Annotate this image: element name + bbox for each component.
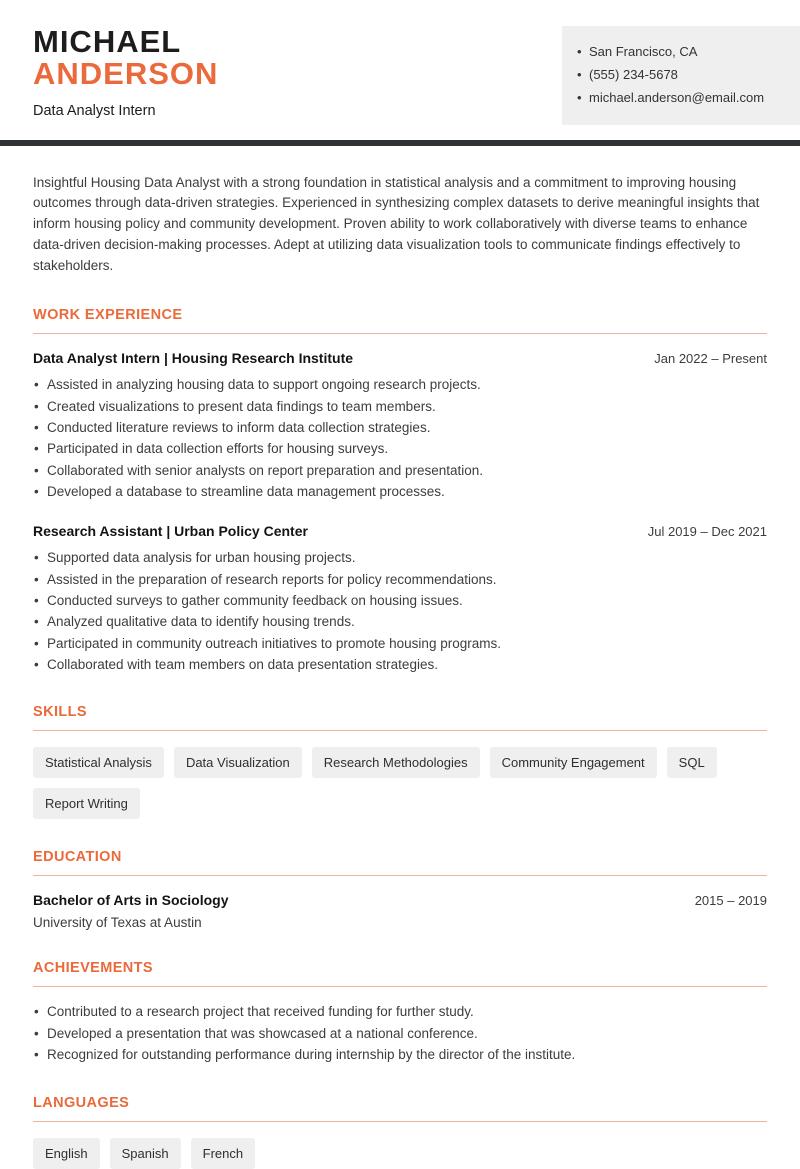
achievement-bullet-item: • Contributed to a research project that received funding for further study. — [33, 1003, 767, 1021]
achievement-bullet-item: • Recognized for outstanding performance during internship by the director of the institute. — [33, 1046, 767, 1064]
achievements-bullet-list — [33, 1003, 767, 1064]
header-divider — [0, 140, 800, 146]
job-bullet-item: • Assisted in the preparation of research reports for policy recommendations. — [33, 571, 767, 589]
education-dates: 2015 – 2019 — [694, 893, 767, 909]
job-entry — [33, 350, 767, 501]
skill-tag: Report Writing — [33, 788, 140, 819]
job-bullet-item: • Conducted surveys to gather community feedback on housing issues. — [33, 592, 767, 610]
achievement-bullet-item: • Developed a presentation that was showcased at a national conference. — [33, 1025, 767, 1043]
job-bullet-item: • Developed a database to streamline data management processes. — [33, 483, 767, 501]
job-bullet-item: • Collaborated with team members on data presentation strategies. — [33, 656, 767, 674]
school-name: University of Texas at Austin — [33, 915, 202, 931]
language-tag: English — [33, 1138, 100, 1169]
job-bullet-item: • Created visualizations to present data findings to team members. — [33, 398, 767, 416]
education-entry-header — [33, 892, 767, 908]
header-job-title: Data Analyst Intern — [33, 103, 156, 120]
job-bullet-item: • Participated in community outreach initiatives to promote housing programs. — [33, 635, 767, 653]
job-entry-header — [33, 523, 767, 539]
job-dates: Jan 2022 – Present — [654, 351, 767, 367]
skills-heading: SKILLS — [33, 704, 767, 731]
skill-tag: Research Methodologies — [312, 747, 480, 778]
job-bullet-list — [33, 549, 767, 674]
job-bullet-item: • Participated in data collection efforts for housing surveys. — [33, 440, 767, 458]
last-name: ANDERSON — [33, 56, 219, 92]
summary-text: Insightful Housing Data Analyst with a strong foundation in statistical analysis and a commitment to improving housing outcomes through data-driven strategies. Experienced in synthesizing complex datasets to derive meaningful insights that inform housing policy and community development. Proven ability to work collaboratively with diverse teams to enhance data-driven decision-making processes. Adept at utilizing data visualization tools to communicate findings effectively to stakeholders. — [33, 174, 760, 274]
resume-body — [0, 173, 800, 1169]
skill-tag: Statistical Analysis — [33, 747, 164, 778]
work-experience-heading: WORK EXPERIENCE — [33, 307, 767, 334]
job-bullet-item: • Analyzed qualitative data to identify housing trends. — [33, 613, 767, 631]
section-education — [33, 849, 767, 930]
identity-block — [33, 26, 562, 119]
contact-item: • (555) 234-5678 — [577, 66, 784, 85]
contact-card — [562, 26, 800, 125]
section-achievements — [33, 960, 767, 1064]
job-bullet-item: • Assisted in analyzing housing data to support ongoing research projects. — [33, 376, 767, 394]
section-work-experience — [33, 307, 767, 674]
job-dates: Jul 2019 – Dec 2021 — [647, 524, 767, 540]
skills-tag-list — [33, 747, 767, 819]
first-name: MICHAEL — [33, 24, 182, 59]
job-title-company: Data Analyst Intern | Housing Research Institute — [33, 350, 354, 367]
job-entry-header — [33, 350, 767, 366]
job-bullet-item: • Supported data analysis for urban housing projects. — [33, 549, 767, 567]
resume-header — [0, 0, 800, 125]
job-bullet-item: • Collaborated with senior analysts on report preparation and presentation. — [33, 462, 767, 480]
contact-item: • San Francisco, CA — [577, 43, 784, 62]
skill-tag: Data Visualization — [174, 747, 302, 778]
education-heading: EDUCATION — [33, 849, 767, 876]
language-tag: French — [191, 1138, 255, 1169]
job-title-company: Research Assistant | Urban Policy Center — [33, 523, 308, 540]
job-bullet-list — [33, 376, 767, 501]
skill-tag: Community Engagement — [490, 747, 657, 778]
language-tag: Spanish — [110, 1138, 181, 1169]
degree-title: Bachelor of Arts in Sociology — [33, 892, 229, 909]
achievements-heading: ACHIEVEMENTS — [33, 960, 767, 987]
job-bullet-item: • Conducted literature reviews to inform data collection strategies. — [33, 419, 767, 437]
job-entry — [33, 523, 767, 674]
languages-tag-list — [33, 1138, 767, 1169]
skill-tag: SQL — [667, 747, 717, 778]
section-languages — [33, 1095, 767, 1169]
section-skills — [33, 704, 767, 819]
languages-heading: LANGUAGES — [33, 1095, 767, 1122]
contact-item: • michael.anderson@email.com — [577, 89, 784, 108]
